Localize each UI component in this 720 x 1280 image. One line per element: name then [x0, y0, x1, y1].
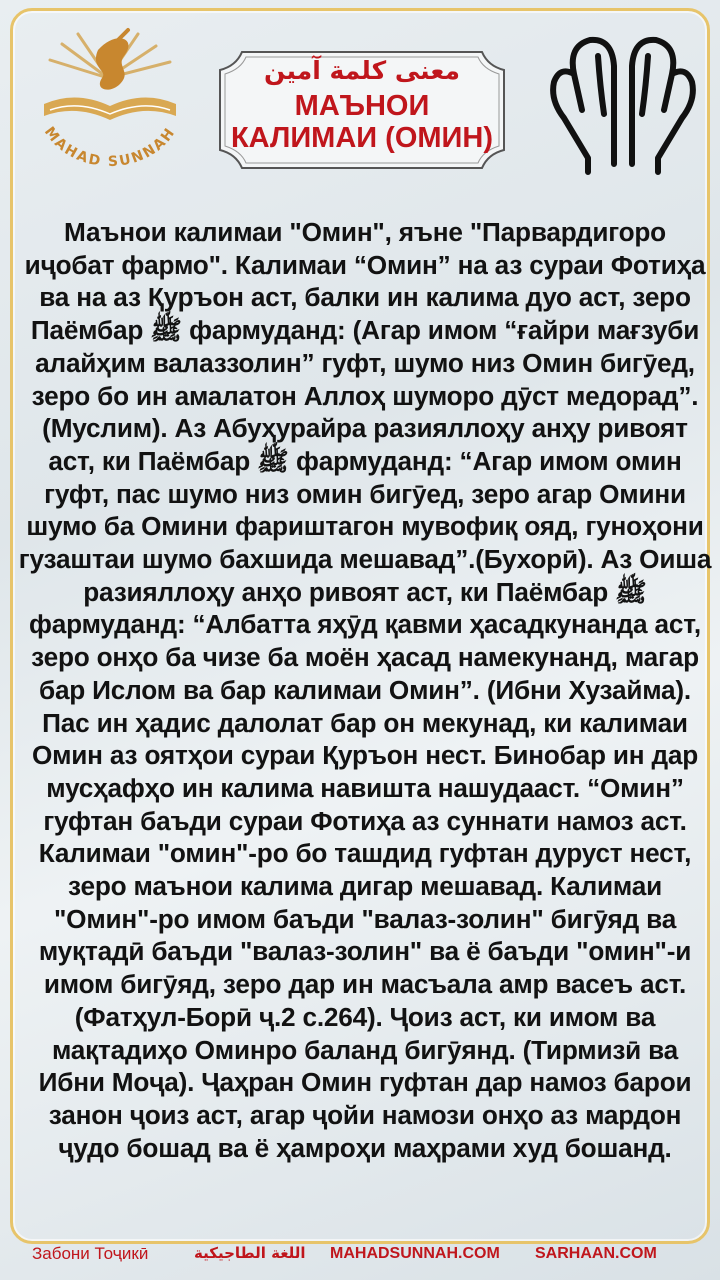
- mahad-sunnah-logo: [20, 20, 200, 180]
- footer-language-arabic: اللغة الطاجيكية: [194, 1244, 306, 1262]
- footer-site-link-mahadsunnah[interactable]: MAHADSUNNAH.COM: [330, 1245, 500, 1262]
- praying-hands-icon: [538, 26, 708, 178]
- title-arabic: معنى كلمة آمين: [264, 56, 460, 85]
- footer: [0, 1238, 720, 1274]
- footer-site-link-sarhaan[interactable]: SARHAAN.COM: [535, 1245, 657, 1262]
- svg-text:MAHAD SUNNAH: [41, 124, 179, 170]
- title-plate: [212, 48, 512, 172]
- footer-language: Забони Тоҷикӣ: [32, 1244, 149, 1263]
- title-line-1: МАЪНОИ: [294, 90, 430, 122]
- article-text: Маънои калимаи "Омин", яъне "Парвардигоро иҷобат фармо". Калимаи “Омин” на аз сураи Фотиҳа ва на аз Қуръон аст, балки ин калима дуо аст, зеро Паёмбар ﷺ фармуданд: (Агар имом “ғайри мағзуби алайҳим валаззолин” гуфт, шумо низ Омин бигӯед, зеро бо ин амалатон Аллоҳ шуморо дӯст медорад”. (Муслим). Аз Абуҳурайра разияллоҳу анҳу ривоят аст, ки Паёмбар ﷺ фармуданд: “Агар имом омин гуфт, пас шумо низ омин бигӯед, зеро агар Омини шумо ба Омини фариштагон мувофиқ ояд, гуноҳони гузаштаи шумо бахшида мешавад”.(Бухорӣ). Аз Оиша разияллоҳу анҳо ривоят аст, ки Паёмбар ﷺ фармуданд: “Албатта яҳӯд қавми ҳасадкунанда аст, зеро онҳо ба чизе ба моён ҳасад намекунанд, магар бар Ислом ва бар калимаи Омин”. (Ибни Хузайма). Пас ин ҳадис далолат бар он мекунад, ки калимаи Омин аз оятҳои сураи Қуръон нест. Бинобар ин дар мусҳафҳо ин калима навишта нашудааст. “Омин” гуфтан баъди сураи Фотиҳа аз суннати намоз аст. Калимаи "омин"-ро бо ташдид гуфтан дуруст нест, зеро маънои калима дигар мешавад. Калимаи "Омин"-ро имом баъди "валаз-золин" бигӯяд ва муқтадӣ баъди "валаз-золин" ва ё баъди "омин"-и имом бигӯяд, зеро дар ин масъала амр васеъ аст. (Фатҳул-Борӣ ҷ.2 с.264). Ҷоиз аст, ки имом ва мақтадиҳо Оминро баланд бигӯянд. (Тирмизӣ ва Ибни Моҷа). Ҷаҳран Омин гуфтан дар намоз барои занон ҷоиз аст, агар ҷойи намози онҳо аз мардон ҷудо бошад ва ё ҳамроҳи маҳрами худ бошанд.: [18, 217, 712, 1163]
- title-line-2: КАЛИМАИ (ОМИН): [230, 122, 493, 154]
- logo-caption: MAHAD SUNNAH: [40, 124, 180, 171]
- page-title: [212, 90, 512, 154]
